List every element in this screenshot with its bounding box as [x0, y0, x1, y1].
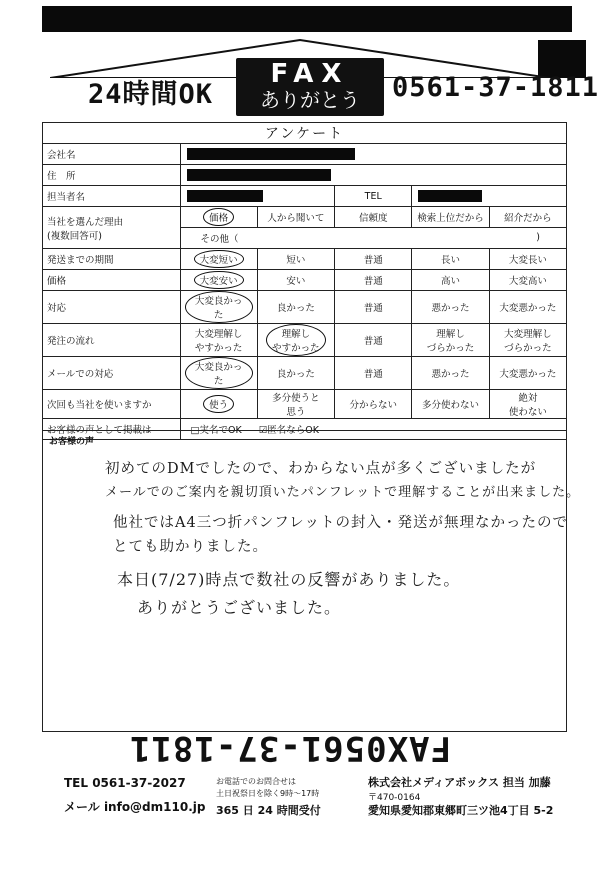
rating-option[interactable]: 大変高い	[489, 270, 566, 291]
rating-label: 発注の流れ	[43, 324, 181, 357]
handwritten-line: メールでのご案内を親切頂いたパンフレットで理解することが出来ました。	[105, 485, 581, 500]
contact-label: 担当者名	[43, 186, 181, 207]
rating-option[interactable]	[257, 324, 334, 357]
rating-option[interactable]: 分からない	[335, 390, 412, 419]
contact-value	[180, 186, 335, 207]
rating-option[interactable]	[180, 390, 257, 419]
rating-option[interactable]: 良かった	[257, 291, 334, 324]
handwritten-line: 本日(7/27)時点で数社の反響がありました。	[117, 570, 461, 589]
footer-address: 愛知県愛知郡東郷町三ツ池4丁目 5-2	[368, 804, 554, 817]
reason-other[interactable]	[180, 228, 566, 249]
rating-option[interactable]	[180, 270, 257, 291]
rating-option[interactable]: 長い	[412, 249, 489, 270]
rating-option[interactable]: 多分使わない	[412, 390, 489, 419]
redacted-header-bar	[42, 6, 572, 32]
footer-zip: 〒470-0164	[368, 793, 421, 803]
rating-rows	[43, 249, 567, 419]
upside-down-fax-number: FAX0561-37-1811	[128, 728, 452, 768]
rating-option[interactable]: 普通	[335, 324, 412, 357]
rating-option[interactable]: 大変悪かった	[489, 291, 566, 324]
rating-option[interactable]: 普通	[335, 249, 412, 270]
selected-circle: 大変安い	[194, 271, 244, 289]
footer-hours: 365 日 24 時間受付	[216, 804, 321, 817]
rating-option[interactable]: 高い	[412, 270, 489, 291]
redacted-contact	[187, 190, 263, 202]
handwritten-line: とても助かりました。	[113, 539, 268, 555]
rating-option[interactable]: 普通	[335, 291, 412, 324]
rating-label: メールでの対応	[43, 357, 181, 390]
fax-thanks-box	[236, 58, 384, 116]
footer-mail: メール info@dm110.jp	[64, 800, 206, 814]
rating-option[interactable]: 大変理解し やすかった	[180, 324, 257, 357]
rating-label: 対応	[43, 291, 181, 324]
rating-option[interactable]: 短い	[257, 249, 334, 270]
rating-option[interactable]	[180, 291, 257, 324]
rating-label: 発送までの期間	[43, 249, 181, 270]
company-value	[180, 144, 566, 165]
rating-option[interactable]: 普通	[335, 357, 412, 390]
rating-option[interactable]: 大変理解し づらかった	[489, 324, 566, 357]
rating-option[interactable]: 大変悪かった	[489, 357, 566, 390]
rating-option[interactable]	[180, 357, 257, 390]
survey-table	[42, 122, 567, 440]
reason-option[interactable]: 人から聞いて	[257, 207, 334, 228]
publish-label: お客様の声として掲載は	[43, 419, 181, 440]
handwritten-line: 他社ではA4三つ折パンフレットの封入・発送が無理なかったので	[113, 515, 568, 531]
publish-anon-checkbox[interactable]: ☑匿名ならOK	[258, 425, 319, 436]
reason-option[interactable]	[180, 207, 257, 228]
survey-title: アンケート	[43, 123, 567, 144]
rating-option[interactable]: 大変長い	[489, 249, 566, 270]
address-value	[180, 165, 566, 186]
handwritten-line: ありがとうございました。	[137, 598, 342, 617]
handwritten-line: 初めてのDMでしたので、わからない点が多くございましたが	[105, 461, 537, 477]
rating-option[interactable]: 普通	[335, 270, 412, 291]
footer-company: 株式会社メディアボックス 担当 加藤	[368, 776, 551, 789]
rating-option[interactable]: 安い	[257, 270, 334, 291]
rating-option[interactable]: 悪かった	[412, 357, 489, 390]
fax-title: FAX	[270, 59, 350, 89]
rating-option[interactable]: 理解し づらかった	[412, 324, 489, 357]
other-close: )	[536, 232, 540, 243]
header-24h: 24時間OK	[88, 79, 214, 110]
selected-circle: 大変良かった	[185, 357, 253, 389]
redacted-tel	[418, 190, 482, 202]
publish-real-checkbox[interactable]: □実名でOK	[190, 425, 242, 436]
reason-option[interactable]: 信頼度	[335, 207, 412, 228]
selected-circle: 理解し やすかった	[266, 324, 326, 356]
other-label: その他（	[200, 234, 239, 245]
selected-circle: 大変良かった	[185, 291, 253, 323]
company-label: 会社名	[43, 144, 181, 165]
tel-value	[412, 186, 567, 207]
rating-option[interactable]: 多分使うと 思う	[257, 390, 334, 419]
thanks-text: ありがとう	[260, 88, 360, 112]
selected-circle: 大変短い	[194, 250, 244, 268]
footer-note-2: 土日祝祭日を除く9時〜17時	[216, 789, 320, 798]
reason-option[interactable]: 紹介だから	[489, 207, 566, 228]
customer-voice-box	[42, 430, 581, 732]
footer-note-1: お電話でのお問合せは	[216, 777, 296, 786]
tel-label: TEL	[335, 186, 412, 207]
selected-circle: 価格	[203, 208, 234, 226]
reason-label: 当社を選んだ理由 (複数回答可)	[43, 207, 181, 249]
rating-option[interactable]: 絶対 使わない	[489, 390, 566, 419]
reason-option[interactable]: 検索上位だから	[412, 207, 489, 228]
redacted-company	[187, 148, 355, 160]
selected-circle: 使う	[203, 395, 234, 413]
footer-tel: TEL 0561-37-2027	[64, 776, 186, 790]
rating-option[interactable]: 悪かった	[412, 291, 489, 324]
customer-voice-label: お客様の声	[49, 437, 95, 447]
rating-label: 価格	[43, 270, 181, 291]
redacted-address	[187, 169, 331, 181]
rating-option[interactable]: 良かった	[257, 357, 334, 390]
header-fax-number: 0561-37-1811	[392, 72, 600, 103]
rating-option[interactable]	[180, 249, 257, 270]
address-label: 住 所	[43, 165, 181, 186]
rating-label: 次回も当社を使いますか	[43, 390, 181, 419]
